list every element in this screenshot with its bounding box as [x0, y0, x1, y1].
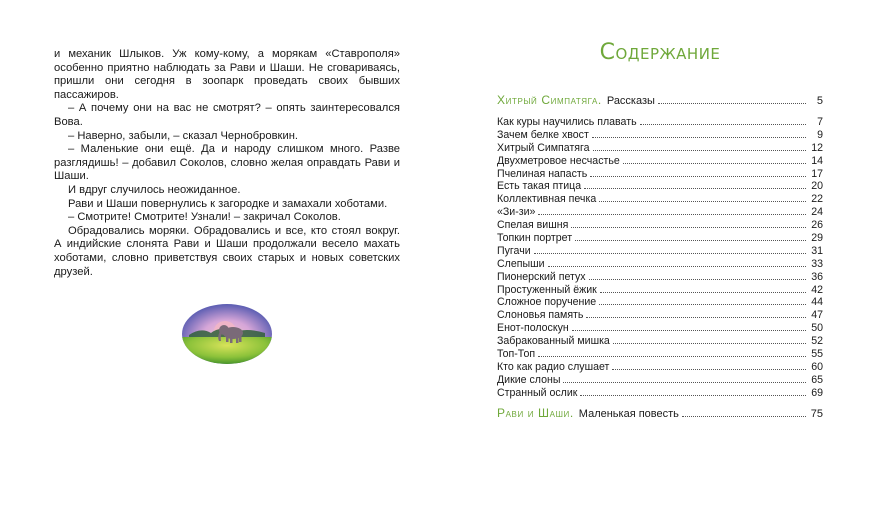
dot-leader	[658, 102, 806, 104]
toc-title: Содержание	[599, 40, 721, 65]
page-number: 50	[811, 322, 823, 335]
entry-title: Пчелиная напасть	[497, 167, 588, 180]
toc-entry	[497, 168, 823, 181]
toc-entry	[497, 180, 823, 193]
page-number: 24	[811, 206, 823, 219]
story-paragraph: Рави и Шаши повернулись к загородке и замахали хоботами.	[68, 197, 388, 210]
story-paragraph: и механик Шлыков. Уж кому-кому, а морякам «Ставрополя» особенно приятно наблюдать за Рави и Шаши. Не сговариваясь, пришли они сегодня в зоопарк проведать своих бывших пассажиров.	[54, 48, 400, 101]
toc-entry	[497, 374, 823, 387]
page-number: 14	[811, 154, 823, 167]
toc-section-2	[497, 406, 823, 420]
dot-leader	[572, 329, 806, 331]
entry-title: Зачем белке хвост	[497, 128, 589, 141]
dot-leader	[580, 394, 806, 396]
story-paragraph: – А почему они на вас не смотрят? – опять заинтересовался Вова.	[54, 102, 400, 128]
toc-entry	[497, 309, 823, 322]
entry-title: Пионерский петух	[497, 270, 586, 283]
entry-title: Топкин портрет	[497, 232, 573, 245]
page-number: 42	[811, 283, 823, 296]
entry-title: Есть такая птица	[497, 180, 582, 193]
toc-entry	[497, 335, 823, 348]
page-number: 5	[816, 95, 823, 107]
toc-entry	[497, 206, 823, 219]
entry-title: Топ-Топ	[497, 348, 536, 361]
page-number: 44	[811, 296, 823, 309]
page-number: 55	[811, 348, 823, 361]
entry-title: Коллективная печка	[497, 193, 597, 206]
entry-title: Хитрый Симпатяга	[497, 141, 590, 154]
entry-title: Забракованный мишка	[497, 335, 610, 348]
entry-title: Дикие слоны	[497, 373, 561, 386]
toc-entry	[497, 155, 823, 168]
page-number: 65	[811, 373, 823, 386]
section-subtitle: Рассказы	[606, 95, 655, 107]
dot-leader	[575, 239, 806, 241]
story-paragraph: И вдруг случилось неожиданное.	[68, 183, 241, 196]
toc-entry	[497, 258, 823, 271]
dot-leader	[538, 213, 806, 215]
page-number: 69	[811, 386, 823, 399]
entry-title: Слепыши	[497, 257, 545, 270]
page-number: 12	[811, 141, 823, 154]
story-paragraph: – Маленькие они ещё. Да и народу слишком много. Разве разглядишь! – добавил Соколов, словно желая оправдать Рави и Шаши.	[54, 143, 400, 183]
page-number: 47	[811, 309, 823, 322]
toc-entry	[497, 296, 823, 309]
toc-section-row	[497, 406, 823, 420]
page-number: 17	[811, 167, 823, 180]
page-number: 7	[817, 116, 823, 128]
dot-leader	[571, 226, 806, 228]
entry-title: Странный ослик	[497, 386, 578, 399]
story-paragraph: – Смотрите! Смотрите! Узнали! – закричал Соколов.	[68, 211, 341, 224]
section-name: Рави и Шаши.	[497, 406, 574, 420]
page-number: 22	[811, 193, 823, 206]
dot-leader	[586, 316, 806, 318]
toc-entry	[497, 284, 823, 297]
toc-entry	[497, 219, 823, 232]
dot-leader	[590, 175, 806, 177]
entry-title: Как куры научились плавать	[497, 116, 637, 128]
dot-leader	[548, 265, 807, 267]
toc-entry	[497, 245, 823, 258]
dot-leader	[592, 136, 806, 138]
dot-leader	[682, 415, 806, 417]
entry-title: Спелая вишня	[497, 219, 569, 232]
dot-leader	[599, 200, 806, 202]
elephant-illustration	[181, 303, 273, 365]
section-subtitle: Маленькая повесть	[578, 408, 679, 420]
dot-leader	[589, 278, 806, 280]
page-number: 9	[817, 128, 823, 141]
entry-title: Енот-полоскун	[497, 322, 569, 335]
page-number: 20	[811, 180, 823, 193]
entry-title: Сложное поручение	[497, 296, 597, 309]
toc-entry	[497, 271, 823, 284]
page-number: 33	[811, 257, 823, 270]
page-number: 60	[811, 360, 823, 373]
dot-leader	[584, 187, 806, 189]
toc-entry	[497, 348, 823, 361]
dot-leader	[640, 123, 806, 125]
dot-leader	[623, 162, 806, 164]
entry-title: Пугачи	[497, 244, 531, 257]
entry-title: Простуженный ёжик	[497, 283, 597, 296]
dot-leader	[593, 149, 806, 151]
toc-entry	[497, 232, 823, 245]
story-paragraph: – Наверно, забыли, – сказал Чернобровкин.	[68, 129, 298, 142]
dot-leader	[563, 381, 806, 383]
entry-title: Двухметровое несчастье	[497, 154, 620, 167]
toc-entry	[497, 142, 823, 155]
toc-section-1	[497, 93, 823, 107]
story-text	[54, 48, 400, 279]
toc-entry	[497, 193, 823, 206]
toc-section-row	[497, 93, 823, 107]
toc-entry	[497, 129, 823, 142]
toc-entry	[497, 116, 823, 129]
section-name: Хитрый Симпатяга.	[497, 93, 602, 107]
page-number: 31	[811, 244, 823, 257]
toc-entries	[497, 116, 823, 400]
dot-leader	[600, 291, 806, 293]
dot-leader	[599, 303, 806, 305]
dot-leader	[534, 252, 806, 254]
page-number: 36	[811, 270, 823, 283]
dot-leader	[538, 355, 806, 357]
entry-title: Кто как радио слушает	[497, 360, 610, 373]
toc-entry	[497, 361, 823, 374]
page-number: 26	[811, 219, 823, 232]
dot-leader	[612, 368, 806, 370]
toc-entry	[497, 322, 823, 335]
story-paragraph: Обрадовались моряки. Обрадовались и все, кто стоял вокруг. А индийские слонята Рави и Шаши продолжали весело махать хоботами, словно приветствуя своих старых и новых советских друзей.	[54, 224, 400, 278]
entry-title: Слоновья память	[497, 309, 584, 322]
toc-entry	[497, 387, 823, 400]
page-number: 75	[810, 408, 823, 420]
page-number: 52	[811, 335, 823, 348]
entry-title: «Зи-зи»	[497, 206, 536, 219]
page-number: 29	[811, 232, 823, 245]
dot-leader	[613, 342, 806, 344]
